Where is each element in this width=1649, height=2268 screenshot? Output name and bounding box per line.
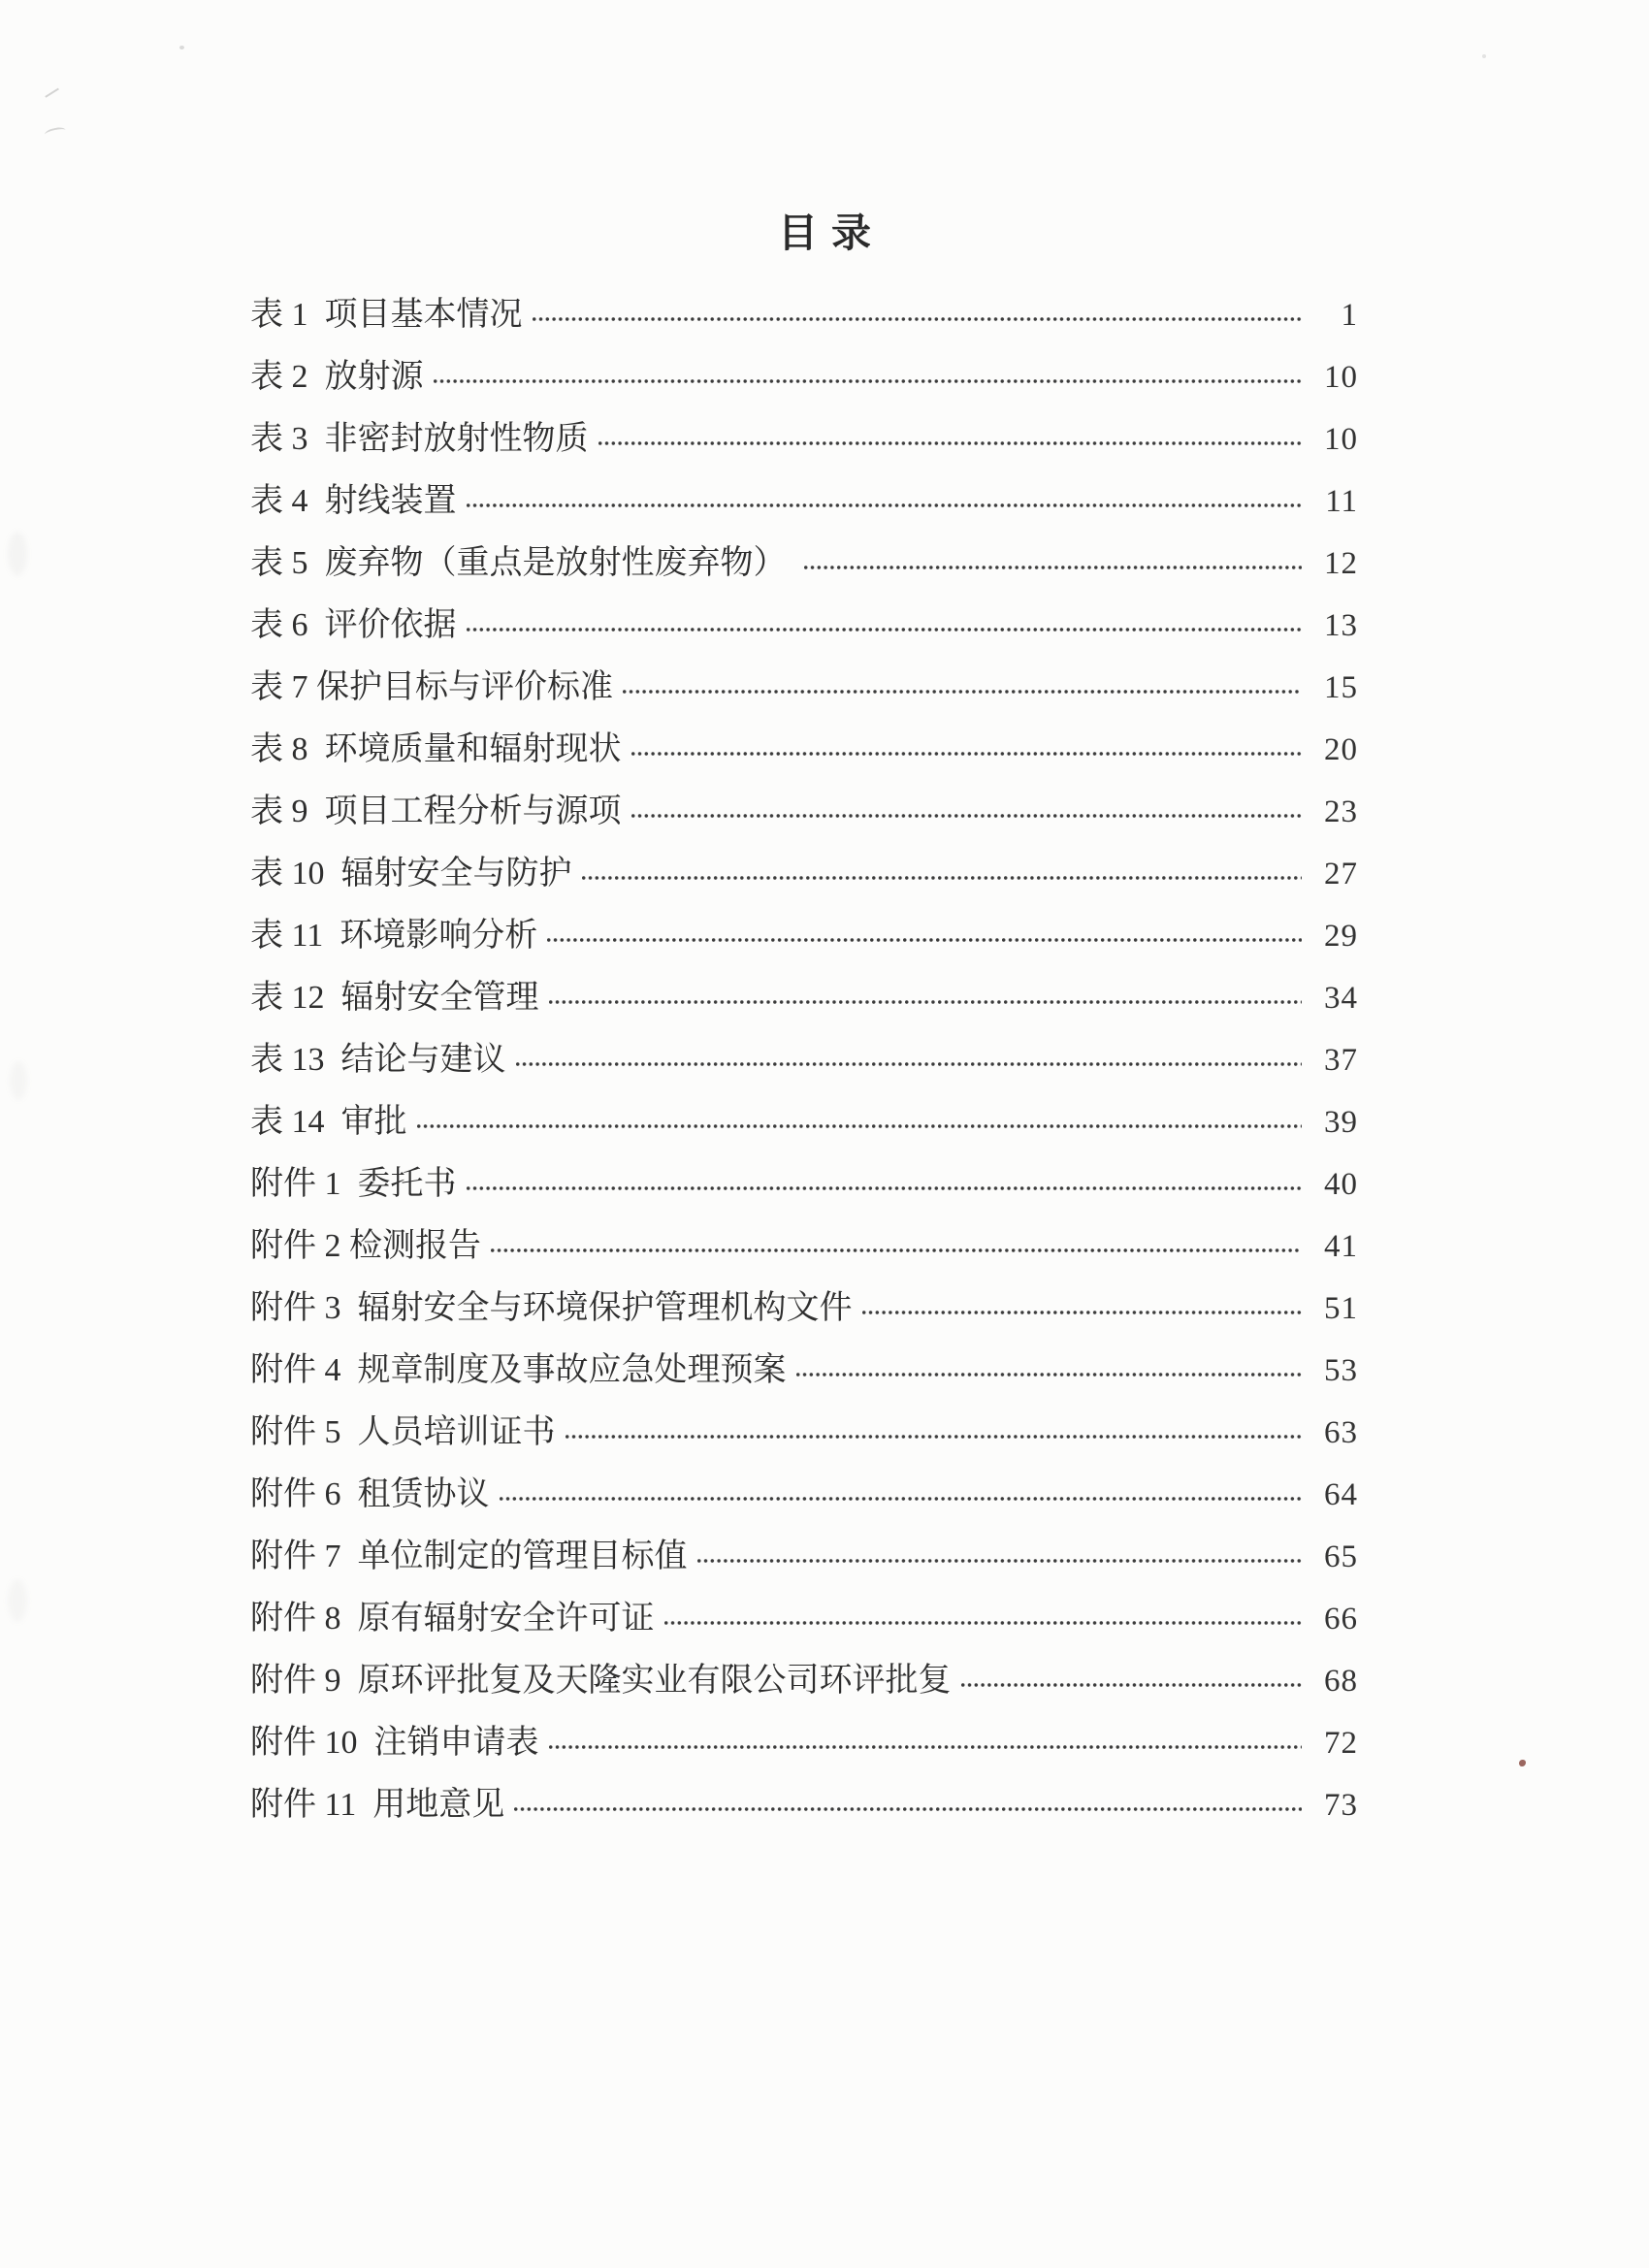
toc-row — [250, 843, 1358, 905]
toc-entry-label: 附件 4 规章制度及事故应急处理预案 — [250, 1352, 787, 1388]
toc-entry-label: 表 4 射线装置 — [250, 483, 457, 519]
toc-row — [250, 657, 1358, 719]
toc-row — [250, 1464, 1358, 1526]
toc-entry-label: 附件 3 辐射安全与环境保护管理机构文件 — [250, 1290, 853, 1326]
toc-entry-page: 66 — [1324, 1602, 1358, 1636]
toc-entry-label: 附件 9 原环评批复及天隆实业有限公司环评批复 — [250, 1663, 952, 1699]
toc-row — [250, 1588, 1358, 1650]
toc-row — [250, 1029, 1358, 1091]
dot-leader — [467, 628, 1303, 632]
toc-row — [250, 1215, 1358, 1278]
toc-entry-label: 表 10 辐射安全与防护 — [250, 856, 572, 891]
toc-entry-label: 表 3 非密封放射性物质 — [250, 421, 589, 457]
scan-artifact — [1519, 1760, 1526, 1766]
toc-entry-page: 73 — [1324, 1788, 1358, 1823]
dot-leader — [631, 752, 1303, 756]
dot-leader — [566, 1435, 1303, 1439]
toc-entry-page: 72 — [1324, 1726, 1358, 1761]
scan-artifact — [10, 1061, 27, 1100]
dot-leader — [514, 1807, 1302, 1811]
dot-leader — [623, 690, 1302, 694]
toc-entry-page: 34 — [1324, 981, 1358, 1016]
toc-row — [250, 346, 1358, 408]
toc-entry-label: 表 1 项目基本情况 — [250, 297, 523, 333]
page-title: 目录 — [778, 211, 885, 255]
toc-entry-page: 29 — [1324, 919, 1358, 954]
toc-entry-label: 表 11 环境影响分析 — [250, 918, 538, 954]
toc-row — [250, 967, 1358, 1029]
toc-entry-page: 63 — [1324, 1415, 1358, 1450]
toc-entry-label: 附件 1 委托书 — [250, 1166, 457, 1202]
toc-entry-label: 表 8 环境质量和辐射现状 — [250, 731, 622, 767]
dot-leader — [533, 317, 1303, 321]
toc-entry-page: 40 — [1324, 1167, 1358, 1202]
toc-entry-page: 20 — [1324, 732, 1358, 767]
dot-leader — [862, 1311, 1303, 1314]
dot-leader — [582, 876, 1303, 880]
dot-leader — [467, 1186, 1303, 1190]
toc-entry-page: 10 — [1324, 422, 1358, 457]
dot-leader — [796, 1373, 1303, 1377]
dot-leader — [631, 814, 1303, 818]
toc-row — [250, 1340, 1358, 1402]
dot-leader — [516, 1062, 1303, 1066]
dot-leader — [500, 1497, 1303, 1501]
toc-entry-page: 53 — [1324, 1353, 1358, 1388]
toc-entry-label: 附件 5 人员培训证书 — [250, 1414, 556, 1450]
toc-row — [250, 284, 1358, 346]
toc-entry-page: 51 — [1324, 1291, 1358, 1326]
toc-row — [250, 1091, 1358, 1153]
toc-entry-label: 附件 6 租赁协议 — [250, 1476, 490, 1512]
toc-row — [250, 1774, 1358, 1836]
scan-artifact — [8, 1579, 27, 1622]
scan-artifact — [8, 532, 27, 576]
toc-entry-label: 表 5 废弃物（重点是放射性废弃物） — [250, 545, 794, 581]
toc-entry-page: 27 — [1324, 857, 1358, 891]
toc-row — [250, 470, 1358, 533]
toc-row — [250, 719, 1358, 781]
toc-row — [250, 1153, 1358, 1215]
toc-entry-page: 65 — [1324, 1539, 1358, 1574]
dot-leader — [417, 1124, 1303, 1128]
toc-entry-label: 表 6 评价依据 — [250, 607, 457, 643]
toc-row — [250, 905, 1358, 967]
toc-entry-page: 12 — [1324, 546, 1358, 581]
dot-leader — [434, 379, 1303, 383]
toc-row — [250, 781, 1358, 843]
dot-leader — [598, 441, 1303, 445]
toc-entry-label: 附件 11 用地意见 — [250, 1787, 505, 1823]
toc-entry-label: 附件 2 检测报告 — [250, 1228, 481, 1264]
toc-entry-label: 附件 10 注销申请表 — [250, 1725, 539, 1761]
toc-entry-page: 37 — [1324, 1043, 1358, 1078]
toc-entry-page: 13 — [1324, 608, 1358, 643]
toc-entry-label: 表 13 结论与建议 — [250, 1042, 506, 1078]
toc-entry-label: 表 2 放射源 — [250, 359, 424, 395]
toc-row — [250, 595, 1358, 657]
toc-row — [250, 1712, 1358, 1774]
toc-entry-page: 64 — [1324, 1477, 1358, 1512]
toc-row — [250, 1526, 1358, 1588]
toc-entry-page: 1 — [1341, 298, 1358, 333]
toc-row — [250, 1402, 1358, 1464]
toc-entry-label: 附件 7 单位制定的管理目标值 — [250, 1539, 688, 1574]
dot-leader — [664, 1621, 1303, 1625]
toc-entry-page: 23 — [1324, 794, 1358, 829]
toc-entry-page: 11 — [1325, 484, 1358, 519]
toc-entry-label: 表 7 保护目标与评价标准 — [250, 669, 613, 705]
dot-leader — [697, 1559, 1303, 1563]
toc-entry-label: 表 14 审批 — [250, 1104, 407, 1140]
toc-entry-label: 附件 8 原有辐射安全许可证 — [250, 1601, 655, 1636]
toc-entry-page: 15 — [1324, 670, 1358, 705]
dot-leader — [804, 566, 1302, 569]
dot-leader — [491, 1248, 1302, 1252]
toc-entry-page: 10 — [1324, 360, 1358, 395]
dot-leader — [961, 1683, 1303, 1687]
dot-leader — [549, 1000, 1303, 1004]
toc-entry-label: 表 9 项目工程分析与源项 — [250, 794, 622, 829]
toc-list — [250, 284, 1358, 1836]
dot-leader — [467, 503, 1303, 507]
toc-row — [250, 408, 1358, 470]
toc-entry-page: 68 — [1324, 1664, 1358, 1699]
dot-leader — [547, 938, 1302, 942]
dot-leader — [549, 1745, 1303, 1749]
toc-row — [250, 1278, 1358, 1340]
toc-row — [250, 1650, 1358, 1712]
toc-entry-label: 表 12 辐射安全管理 — [250, 980, 539, 1016]
toc-row — [250, 533, 1358, 595]
toc-entry-page: 39 — [1324, 1105, 1358, 1140]
toc-entry-page: 41 — [1324, 1229, 1358, 1264]
